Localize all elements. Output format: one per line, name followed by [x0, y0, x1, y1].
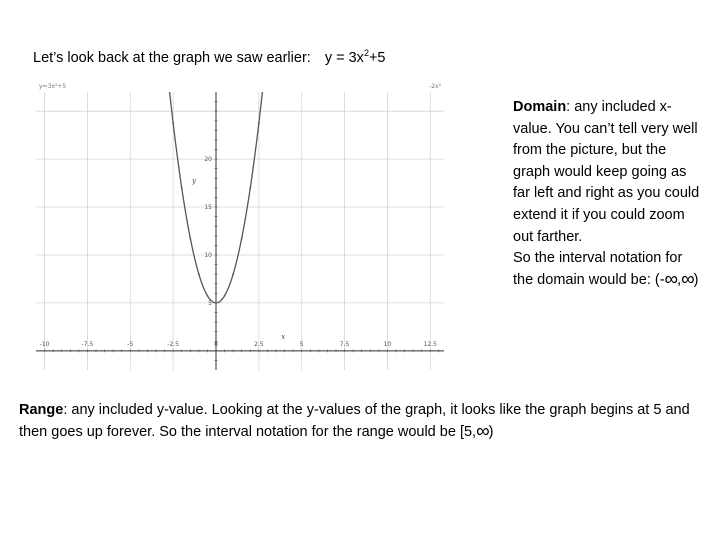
range-open: [5, [459, 423, 477, 440]
curve-point [207, 295, 209, 297]
y-tick-label: 5 [208, 299, 212, 307]
infinity-symbol: ∞ [664, 268, 678, 290]
x-tick-label: 12.5 [423, 340, 437, 348]
y-axis-label: y [192, 177, 196, 186]
domain-comma: , [677, 271, 682, 288]
domain-body: : any included x-value. You can’t tell very well from the picture, but the graph would keep going as far left and right as you could extend it if you could zoom out farther. [513, 99, 700, 245]
x-axis-label: x [281, 332, 286, 341]
heading-text: Let’s look back at the graph we saw earlier: [33, 50, 311, 66]
domain-label: Domain [513, 99, 567, 115]
domain-explanation [513, 97, 703, 291]
function-label-right: -2x² [429, 83, 441, 90]
curve-point [198, 273, 200, 275]
curve-point [241, 237, 243, 239]
parabola-graph [36, 80, 444, 370]
equation-exponent: 2 [363, 48, 369, 58]
curve-point [258, 122, 260, 124]
range-label: Range [19, 402, 64, 418]
x-tick-label: 10 [383, 340, 392, 348]
x-tick-label: -2.5 [167, 340, 180, 348]
y-tick-label: 10 [204, 251, 212, 259]
x-tick-label: -10 [39, 340, 50, 348]
x-tick-label: 7.5 [339, 340, 350, 348]
x-tick-label: 5 [299, 340, 304, 348]
y-tick-label: 20 [204, 156, 212, 164]
heading [33, 48, 386, 68]
x-tick-label: 2.5 [254, 340, 264, 348]
function-label: y=3x²+5 [39, 83, 67, 90]
infinity-symbol: ∞ [681, 268, 694, 290]
domain-close: ) [693, 271, 699, 288]
x-tick-label: -5 [127, 340, 134, 348]
curve-point [249, 187, 251, 189]
x-tick-label: 0 [214, 340, 218, 348]
range-explanation [19, 400, 709, 443]
equation-prefix: y = 3x [324, 50, 364, 66]
curve-point [215, 302, 217, 304]
equation [325, 50, 386, 66]
curve-point [172, 122, 174, 124]
domain-notation-intro: So the interval notation for the domain would be: [513, 250, 683, 288]
plot-background [36, 80, 444, 370]
equation-suffix: +5 [368, 50, 386, 66]
domain-open: (- [654, 271, 665, 288]
curve-point [232, 273, 234, 275]
x-tick-label: -7.5 [81, 340, 94, 348]
infinity-symbol: ∞ [476, 420, 489, 442]
range-body: : any included y-value. Looking at the y-values of the graph, it looks like the graph begins at 5 and then goes up forever. So the interval notation for the range would be [19, 402, 690, 440]
curve-point [224, 295, 226, 297]
y-tick-label: 15 [204, 204, 212, 212]
curve-point [189, 237, 191, 239]
range-close: ) [488, 423, 494, 440]
curve-point [181, 187, 183, 189]
